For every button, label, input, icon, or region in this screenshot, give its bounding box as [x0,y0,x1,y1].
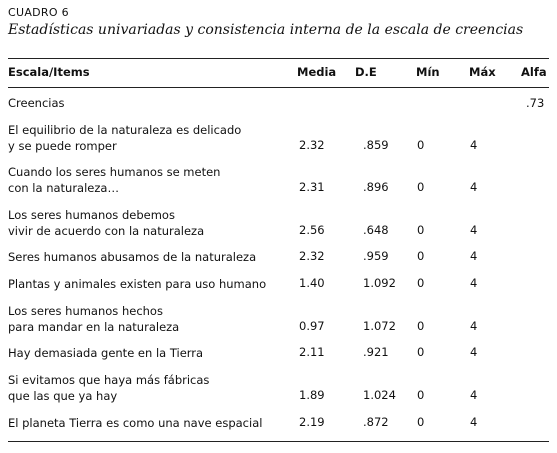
table-title: Estadísticas univariadas y consistencia interna de la escala de creencias [8,22,524,38]
de-value: 1.092 [363,276,396,290]
min-value: 0 [417,276,425,290]
de-value: 1.024 [363,388,396,402]
media-value: 2.31 [299,180,325,194]
media-value: 2.32 [299,249,325,263]
de-value: .872 [363,415,389,429]
min-value: 0 [417,345,425,359]
max-value: 4 [470,249,478,263]
min-value: 0 [417,180,425,194]
max-value: 4 [470,180,478,194]
item-line: Plantas y animales existen para uso humano [8,277,267,291]
de-value: .959 [363,249,389,263]
bottom-rule [8,441,549,442]
max-value: 4 [470,345,478,359]
header-rule [8,87,549,88]
max-value: 4 [470,223,478,237]
item-line: vivir de acuerdo con la naturaleza [8,224,205,238]
item-line: con la naturaleza… [8,181,119,195]
min-value: 0 [417,415,425,429]
table-row-item [8,249,288,265]
item-line: Cuando los seres humanos se meten [8,165,221,179]
table-row-item [8,303,288,335]
max-value: 4 [470,138,478,152]
media-value: 1.40 [299,276,325,290]
de-value: 1.072 [363,319,396,333]
header-item: Escala/Items [8,65,90,79]
table-row-item [8,345,288,361]
item-line: Si evitamos que haya más fábricas [8,373,210,387]
de-value: .896 [363,180,389,194]
table-row-item [8,122,288,154]
item-line: para mandar en la naturaleza [8,320,180,334]
min-value: 0 [417,388,425,402]
item-line: Hay demasiada gente en la Tierra [8,346,204,360]
item-line: Los seres humanos debemos [8,208,175,222]
table-row-item [8,415,288,431]
header-alfa: Alfa [521,65,547,79]
item-line: que las que ya hay [8,389,118,403]
de-value: .921 [363,345,389,359]
item-line: Los seres humanos hechos [8,304,163,318]
scale-name: Creencias [8,96,65,110]
max-value: 4 [470,276,478,290]
media-value: 2.56 [299,223,325,237]
table-row-item [8,372,288,404]
header-min: Mín [416,65,440,79]
scale-alfa: .73 [526,96,545,110]
min-value: 0 [417,138,425,152]
header-max: Máx [469,65,496,79]
media-value: 2.19 [299,415,325,429]
table-row-item [8,207,288,239]
min-value: 0 [417,223,425,237]
table-row-item [8,276,288,292]
header-de: D.E [355,65,377,79]
media-value: 2.32 [299,138,325,152]
de-value: .859 [363,138,389,152]
max-value: 4 [470,415,478,429]
media-value: 1.89 [299,388,325,402]
item-line: El equilibrio de la naturaleza es delicado [8,123,242,137]
media-value: 2.11 [299,345,325,359]
item-line: El planeta Tierra es como una nave espacial [8,416,263,430]
media-value: 0.97 [299,319,325,333]
max-value: 4 [470,319,478,333]
item-line: Seres humanos abusamos de la naturaleza [8,250,257,264]
max-value: 4 [470,388,478,402]
min-value: 0 [417,319,425,333]
header-media: Media [297,65,337,79]
top-rule [8,58,549,59]
min-value: 0 [417,249,425,263]
de-value: .648 [363,223,389,237]
table-label: CUADRO 6 [8,6,69,19]
item-line: y se puede romper [8,139,117,153]
table-row-item [8,164,288,196]
